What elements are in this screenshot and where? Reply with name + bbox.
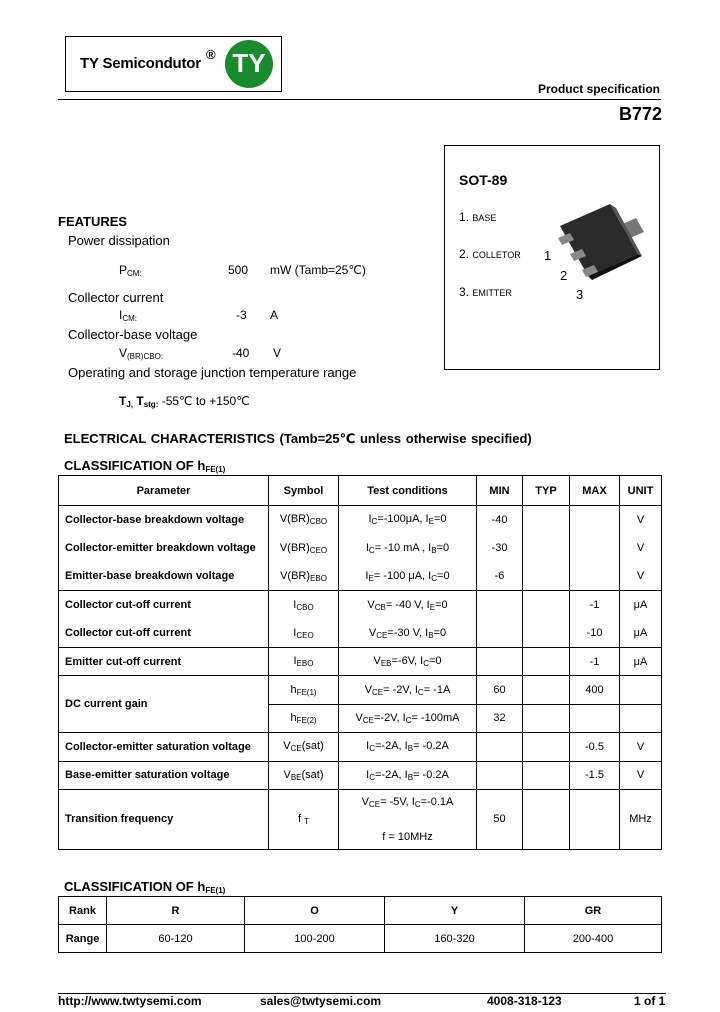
company-name: TY Semicondutor (80, 55, 201, 72)
power-dissipation-label: Power dissipation (68, 233, 170, 248)
symbol-cell: $I_{CBO}$ (269, 591, 339, 619)
package-name: SOT-89 (459, 172, 508, 188)
range-row (59, 925, 662, 953)
package-box (444, 145, 660, 370)
rank-row (59, 897, 662, 925)
max-cell: -10 (570, 619, 620, 647)
max-cell (570, 789, 620, 849)
collector-base-voltage-label: Collector-base voltage (68, 327, 198, 342)
table-row (59, 789, 662, 849)
header-unit: UNIT (620, 476, 662, 506)
electrical-characteristics-table (58, 475, 662, 850)
pcm-unit: mW (Tamb=25℃) (270, 263, 366, 277)
min-cell (477, 591, 523, 619)
rank-cell: O (245, 897, 385, 925)
vbr-unit: V (273, 346, 282, 360)
pin-number-1: 1 (544, 248, 552, 263)
registered-mark: ® (206, 47, 216, 62)
unit-cell (620, 704, 662, 732)
electrical-characteristics-title: ELECTRICAL CHARACTERISTICS (Tamb=25℃ unless otherwise specified) (64, 431, 532, 446)
condition-cell: $I_C=-2A$, $I_B= -0.2A$ (339, 761, 477, 789)
table-row (59, 676, 662, 704)
param-cell: Collector cut-off current (59, 619, 269, 647)
symbol-cell: $I_{EBO}$ (269, 647, 339, 675)
param-cell: Emitter-base breakdown voltage (59, 562, 269, 590)
typ-cell (523, 647, 570, 675)
symbol-cell: $V(BR)_{CBO}$ (269, 506, 339, 534)
symbol-cell: $V(BR)_{EBO}$ (269, 562, 339, 590)
header-max: MAX (570, 476, 620, 506)
company-logo-box (65, 36, 282, 92)
unit-cell: V (620, 534, 662, 562)
min-cell: 32 (477, 704, 523, 732)
typ-cell (523, 562, 570, 590)
min-cell (477, 733, 523, 761)
header-test-conditions: Test conditions (339, 476, 477, 506)
icm-value: -3 (236, 308, 247, 322)
symbol-cell: $V(BR)_{CEO}$ (269, 534, 339, 562)
sot89-package-icon (540, 196, 650, 306)
pin-number-3: 3 (576, 287, 584, 302)
table-row (59, 534, 662, 562)
range-cell: 200-400 (525, 925, 662, 953)
param-cell: Collector cut-off current (59, 591, 269, 619)
condition-cell: $V_{CE}=-30$ V, $I_B=0$ (339, 619, 477, 647)
symbol-cell: $V_{BE}(sat)$ (269, 761, 339, 789)
symbol-cell: $I_{CEO}$ (269, 619, 339, 647)
symbol-cell: $V_{CE}(sat)$ (269, 733, 339, 761)
min-cell (477, 619, 523, 647)
classification-title-2: CLASSIFICATION OF $h_{FE(1)}$ (64, 879, 226, 895)
max-cell (570, 534, 620, 562)
pin-number-2: 2 (560, 268, 568, 283)
pin-2: 2. COLLETOR (459, 247, 521, 261)
classification-table (58, 896, 662, 953)
min-cell: 50 (477, 789, 523, 849)
symbol-cell: $h_{FE(1)}$ (269, 676, 339, 704)
table-row (59, 591, 662, 619)
table-row (59, 562, 662, 590)
symbol-cell: f $_T$ (269, 789, 339, 849)
header-symbol: Symbol (269, 476, 339, 506)
min-cell: -30 (477, 534, 523, 562)
classification-title-1: CLASSIFICATION OF $h_{FE(1)}$ (64, 458, 226, 474)
typ-cell (523, 704, 570, 732)
condition-cell: $V_{CE}=-2V$, $I_C= -100mA$ (339, 704, 477, 732)
min-cell (477, 647, 523, 675)
spec-title: Product specification (537, 82, 660, 96)
typ-cell (523, 506, 570, 534)
temperature-range-value: $T_{J,}$ $T_{stg:}$ -55℃ to +150℃ (119, 394, 250, 409)
max-cell: -1.5 (570, 761, 620, 789)
max-cell (570, 704, 620, 732)
unit-cell: μA (620, 591, 662, 619)
condition-cell: $I_E= -100$ μA, $I_C=0$ (339, 562, 477, 590)
max-cell (570, 562, 620, 590)
typ-cell (523, 591, 570, 619)
min-cell: -40 (477, 506, 523, 534)
collector-current-label: Collector current (68, 290, 164, 305)
table-row (59, 647, 662, 675)
unit-cell: μA (620, 619, 662, 647)
pcm-symbol: $P_{CM:}$ (119, 263, 142, 278)
max-cell (570, 506, 620, 534)
footer-phone: 4008-318-123 (487, 994, 562, 1008)
pin-3: 3. EMITTER (459, 285, 512, 299)
param-cell: Collector-emitter breakdown voltage (59, 534, 269, 562)
unit-cell: V (620, 733, 662, 761)
header-min: MIN (477, 476, 523, 506)
table-row (59, 761, 662, 789)
typ-cell (523, 733, 570, 761)
footer-website-link[interactable]: http://www.twtysemi.com (58, 994, 202, 1008)
condition-cell: $V_{CE}= -5V$, $I_C=-0.1A$ f = 10MHz (339, 789, 477, 849)
unit-cell: MHz (620, 789, 662, 849)
param-cell: Collector-base breakdown voltage (59, 506, 269, 534)
vbr-value: -40 (232, 346, 250, 360)
condition-cell: $I_C=-2A$, $I_B= -0.2A$ (339, 733, 477, 761)
pin-1: 1. BASE (459, 210, 497, 224)
param-cell: Base-emitter saturation voltage (59, 761, 269, 789)
pcm-value: 500 (228, 263, 249, 277)
max-cell: -1 (570, 647, 620, 675)
range-label: Range (59, 925, 107, 953)
typ-cell (523, 676, 570, 704)
min-cell: 60 (477, 676, 523, 704)
icm-symbol: $I_{CM:}$ (119, 308, 138, 323)
range-cell: 100-200 (245, 925, 385, 953)
param-cell: Emitter cut-off current (59, 647, 269, 675)
param-cell: Transition frequency (59, 789, 269, 849)
max-cell: 400 (570, 676, 620, 704)
typ-cell (523, 789, 570, 849)
condition-cell: $I_C=-100\mu A$, $I_E=0$ (339, 506, 477, 534)
unit-cell (620, 676, 662, 704)
typ-cell (523, 534, 570, 562)
min-cell: -6 (477, 562, 523, 590)
min-cell (477, 761, 523, 789)
unit-cell: V (620, 506, 662, 534)
logo-text: TY (232, 48, 266, 78)
part-number: B772 (618, 104, 662, 124)
unit-cell: V (620, 761, 662, 789)
typ-cell (523, 761, 570, 789)
condition-cell: $V_{EB}=-6V$, $I_C=0$ (339, 647, 477, 675)
condition-cell: $I_C= -10$ mA , $I_B=0$ (339, 534, 477, 562)
table-row (59, 733, 662, 761)
rank-cell: R (107, 897, 245, 925)
table-row (59, 506, 662, 534)
header-parameter: Parameter (59, 476, 269, 506)
param-cell: Collector-emitter saturation voltage (59, 733, 269, 761)
footer-page-number: 1 of 1 (634, 994, 666, 1008)
symbol-cell: $h_{FE(2)}$ (269, 704, 339, 732)
unit-cell: μA (620, 647, 662, 675)
max-cell: -0.5 (570, 733, 620, 761)
vbr-symbol: $V_{(BR)CBO:}$ (119, 346, 164, 361)
condition-cell: $V_{CE}= -2V$, $I_C= -1A$ (339, 676, 477, 704)
rank-cell: Y (385, 897, 525, 925)
rank-label: Rank (59, 897, 107, 925)
header-divider (58, 99, 661, 100)
max-cell: -1 (570, 591, 620, 619)
footer-email-link[interactable]: sales@twtysemi.com (260, 994, 382, 1008)
temperature-range-label: Operating and storage junction temperature range (68, 365, 357, 380)
table-row (59, 619, 662, 647)
features-title: FEATURES (58, 214, 128, 229)
typ-cell (523, 619, 570, 647)
unit-cell: V (620, 562, 662, 590)
condition-cell: $V_{CB}= -40$ V, $I_E=0$ (339, 591, 477, 619)
range-cell: 160-320 (385, 925, 525, 953)
rank-cell: GR (525, 897, 662, 925)
range-cell: 60-120 (107, 925, 245, 953)
param-cell: DC current gain (59, 676, 269, 733)
ty-logo-icon (225, 40, 273, 88)
table-header-row (59, 476, 662, 506)
header-typ: TYP (523, 476, 570, 506)
icm-unit: A (270, 308, 279, 322)
